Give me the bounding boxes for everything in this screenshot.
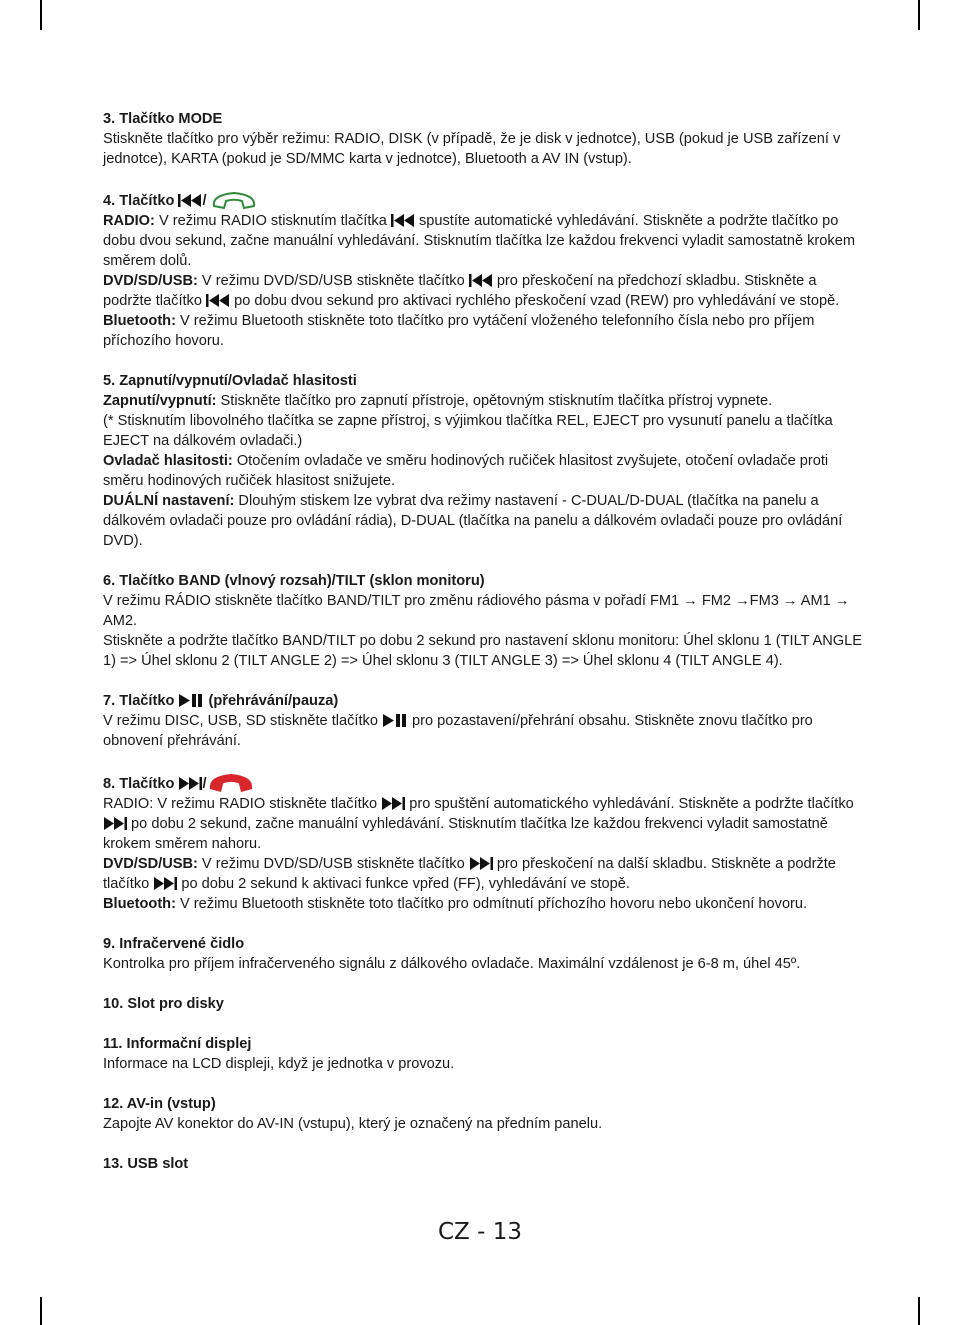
section-title: 9. Infračervené čidlo bbox=[103, 936, 245, 952]
text-run: pro přeskočení na předchozí skladbu. Stiskněte a podržte tlačítko bbox=[103, 273, 817, 309]
phone-accept-icon bbox=[211, 189, 257, 209]
section-info-display bbox=[103, 1034, 863, 1074]
text-run: Dlouhým stiskem lze vybrat dva režimy nastavení - C-DUAL/D-DUAL (tlačítka na panelu a dálkovém ovladači pouze pro ovládání rádia), D-DUAL (tlačítka na panelu a dálkovém ovladači pouze pro ovládání DVD). bbox=[103, 493, 843, 549]
section-prev-button bbox=[103, 189, 863, 351]
radio-paragraph bbox=[103, 211, 863, 271]
section-title: 3. Tlačítko MODE bbox=[103, 111, 223, 127]
skip-previous-icon bbox=[391, 214, 415, 227]
play-pause-icon bbox=[382, 714, 408, 727]
section-band-tilt bbox=[103, 571, 863, 671]
dvd-label: DVD/SD/USB: bbox=[103, 273, 198, 289]
text-run: pro pozastavení/přehrání obsahu. Stiskněte znovu tlačítko pro obnovení přehrávání. bbox=[103, 713, 813, 749]
skip-next-icon bbox=[469, 857, 493, 870]
skip-previous-icon bbox=[469, 274, 493, 287]
volume-label: Ovladač hlasitosti: bbox=[103, 453, 233, 469]
crop-mark-bottom-right bbox=[918, 1297, 920, 1325]
text-run: po dobu dvou sekund pro aktivaci rychlého přeskočení vzad (REW) pro vyhledávání ve stopě. bbox=[230, 293, 840, 309]
bluetooth-paragraph bbox=[103, 894, 863, 914]
section-mode-button bbox=[103, 109, 863, 169]
text-run: pro spuštění automatického vyhledávání. Stiskněte a podržte tlačítko bbox=[405, 796, 854, 812]
volume-paragraph bbox=[103, 451, 863, 491]
phone-hangup-icon bbox=[207, 771, 255, 793]
page-number: CZ - 13 bbox=[437, 1219, 522, 1245]
text-run: spustíte automatické vyhledávání. Stiskněte a podržte tlačítko po dobu dvou sekund, začne manuální vyhledávání. Stisknutím tlačítka lze každou frekvenci vyladit samostatně krokem směrem dolů. bbox=[103, 213, 855, 269]
text-run: V režimu Bluetooth stiskněte toto tlačítko pro vytáčení vloženého telefonního čísla nebo pro příjem příchozího hovoru. bbox=[103, 313, 815, 349]
section-disc-slot bbox=[103, 994, 863, 1014]
section-body: Kontrolka pro příjem infračerveného signálu z dálkového ovladače. Maximální vzdálenost je 6-8 m, úhel 45º. bbox=[103, 956, 801, 972]
text-run: pro přeskočení na další skladbu. Stiskněte a podržte tlačítko bbox=[103, 856, 836, 892]
skip-next-icon bbox=[178, 777, 202, 790]
crop-mark-bottom-left bbox=[40, 1297, 42, 1325]
section-title: 6. Tlačítko BAND (vlnový rozsah)/TILT (sklon monitoru) bbox=[103, 573, 485, 589]
radio-label: RADIO: bbox=[103, 213, 155, 229]
text-run: po dobu 2 sekund k aktivaci funkce vpřed (FF), vyhledávání ve stopě. bbox=[177, 876, 630, 892]
crop-mark-top-right bbox=[918, 0, 920, 30]
text-run: V režimu RADIO stisknutím tlačítka bbox=[154, 213, 391, 229]
section-title: 13. USB slot bbox=[103, 1156, 189, 1172]
manual-page bbox=[103, 109, 863, 1194]
text-run: V režimu DVD/SD/USB stiskněte tlačítko bbox=[197, 856, 469, 872]
skip-next-icon bbox=[103, 817, 127, 830]
text-run: Stiskněte tlačítko pro zapnutí přístroje, opětovným stisknutím tlačítka přístroj vypnete. bbox=[216, 393, 773, 409]
text-run: Otočením ovladače ve směru hodinových ručiček hlasitost zvyšujete, otočení ovladače proti směru hodinových ručiček hlasitost snižujete. bbox=[103, 453, 829, 489]
skip-previous-icon bbox=[206, 294, 230, 307]
section-body: Zapojte AV konektor do AV-IN (vstupu), který je označený na předním panelu. bbox=[103, 1116, 603, 1132]
section-title: 12. AV-in (vstup) bbox=[103, 1096, 216, 1112]
title-text: 8. Tlačítko bbox=[103, 776, 175, 792]
section-power-volume bbox=[103, 371, 863, 551]
dvd-paragraph bbox=[103, 271, 863, 311]
crop-mark-top-left bbox=[40, 0, 42, 30]
section-body bbox=[103, 711, 863, 751]
title-text: 4. Tlačítko bbox=[103, 193, 175, 209]
title-text: (přehrávání/pauza) bbox=[204, 693, 339, 709]
section-usb-slot bbox=[103, 1154, 863, 1174]
section-title bbox=[103, 771, 863, 794]
bluetooth-paragraph bbox=[103, 311, 863, 351]
text-run: po dobu 2 sekund, začne manuální vyhledávání. Stisknutím tlačítka lze každou frekvenci vyladit samostatně krokem směrem nahoru. bbox=[103, 816, 828, 852]
section-title bbox=[103, 189, 863, 211]
section-body: Informace na LCD displeji, když je jednotka v provozu. bbox=[103, 1056, 455, 1072]
bluetooth-label: Bluetooth: bbox=[103, 313, 176, 329]
dvd-paragraph bbox=[103, 854, 863, 894]
power-label: Zapnutí/vypnutí: bbox=[103, 393, 217, 409]
note-paragraph: (* Stisknutím libovolného tlačítka se zapne přístroj, s výjimkou tlačítka REL, EJECT pro vysunutí panelu a tlačítka EJECT na dálkovém ovladači.) bbox=[103, 413, 833, 449]
section-title: 10. Slot pro disky bbox=[103, 996, 224, 1012]
dvd-label: DVD/SD/USB: bbox=[103, 856, 198, 872]
tilt-paragraph: Stiskněte a podržte tlačítko BAND/TILT po dobu 2 sekund pro nastavení sklonu monitoru: Úhel sklonu 1 (TILT ANGLE 1) => Úhel sklonu 2 (TILT ANGLE 2) => Úhel sklonu 3 (TILT ANGLE 3) => Úhel sklonu 4 (TILT ANGLE 4). bbox=[103, 633, 863, 669]
section-play-pause bbox=[103, 691, 863, 751]
skip-next-icon bbox=[381, 797, 405, 810]
skip-previous-icon bbox=[178, 194, 202, 207]
skip-next-icon bbox=[153, 877, 177, 890]
text-run: V režimu Bluetooth stiskněte toto tlačítko pro odmítnutí příchozího hovoru nebo ukončení hovoru. bbox=[175, 896, 808, 912]
text-run: RADIO: V režimu RADIO stiskněte tlačítko bbox=[103, 796, 382, 812]
play-pause-icon bbox=[178, 694, 204, 707]
dual-label: DUÁLNÍ nastavení: bbox=[103, 493, 235, 509]
title-slash: / bbox=[202, 776, 207, 792]
text-run: V režimu DISC, USB, SD stiskněte tlačítko bbox=[103, 713, 382, 729]
section-body: Stiskněte tlačítko pro výběr režimu: RADIO, DISK (v případě, že je disk v jednotce), USB (pokud je USB zařízení v jednotce), KARTA (pokud je SD/MMC karta v jednotce), Bluetooth a AV IN (vstup). bbox=[103, 131, 841, 167]
section-ir-sensor bbox=[103, 934, 863, 974]
power-paragraph bbox=[103, 391, 863, 411]
band-paragraph: V režimu RÁDIO stiskněte tlačítko BAND/TILT pro změnu rádiového pásma v pořadí FM1 → FM2 →FM3 → AM1 → AM2. bbox=[103, 593, 850, 629]
section-title: 5. Zapnutí/vypnutí/Ovladač hlasitosti bbox=[103, 373, 357, 389]
title-slash: / bbox=[202, 193, 207, 209]
bluetooth-label: Bluetooth: bbox=[103, 896, 176, 912]
dual-paragraph bbox=[103, 491, 863, 551]
radio-paragraph bbox=[103, 794, 863, 854]
section-next-button bbox=[103, 771, 863, 914]
section-title bbox=[103, 691, 863, 711]
section-av-in bbox=[103, 1094, 863, 1134]
title-text: 7. Tlačítko bbox=[103, 693, 179, 709]
section-title: 11. Informační displej bbox=[103, 1036, 252, 1052]
text-run: V režimu DVD/SD/USB stiskněte tlačítko bbox=[197, 273, 469, 289]
